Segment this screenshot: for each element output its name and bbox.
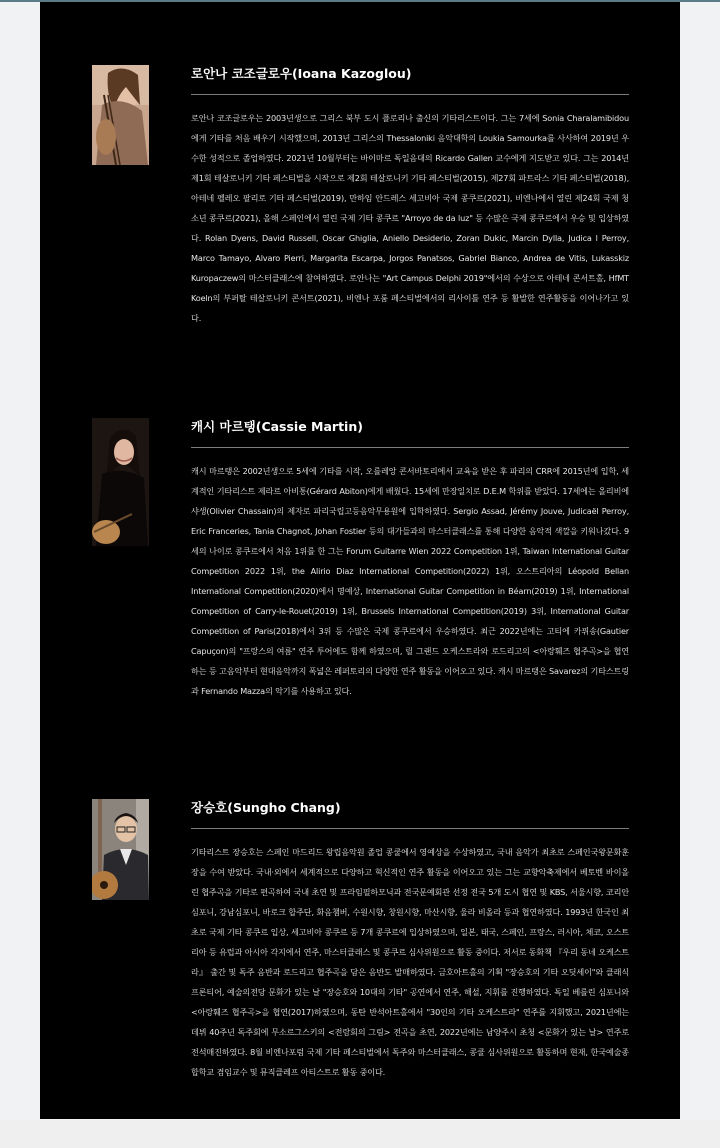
artist-photo-cassie-martin	[92, 418, 149, 546]
artist-name: 로안나 코조글로우(Ioana Kazoglou)	[191, 66, 412, 81]
artist-biography: 캐시 마르탱은 2002년생으로 5세에 기타를 시작, 오를레앙 콘서바토리에서 교육을 받은 후 파리의 CRR에 2015년에 입학, 세계적인 기타리스트 제라르 아비통(Gérard Abiton)에게 배웠다. 15세에 만장일치로 D.E.M 학위를 받았다. 17세에는 올리비에 샤생(Olivier Chassain)의 제자로 파리국립고등음악무용원에 입학하였다. Sergio Assad, Jérémy Jouve, Judicaël Perroy, Eric Franceries, Tania Chagnot, Johan Fostier 등의 대가들과의 마스터클래스를 통해 다양한 음악적 색깔을 키워나갔다. 9세의 나이로 콩쿠르에서 처음 1위를 한 그는 Forum Guitarre Wien 2022 Competition 1위, Taiwan International Guitar Competition 2022 1위, the Alirio Diaz International Competition(2022) 1위, 오스트리아의 Léopold Bellan International Competition(2020)에서 명예상, International Guitar Competition in Béarn(2019) 1위, International Competition of Carry-le-Rouet(2019) 1위, Brussels International Competition(2019) 3위, International Guitar Competition of Paris(2018)에서 3위 등 수많은 국제 콩쿠르에서 우승하였다. 최근 2022년에는 고티에 카퓌송(Gautier Capuçon)의 "프랑스의 여름" 연주 투어에도 함께 하였으며, 릴 그랜드 오케스트라와 로드리고의 <아랑훼즈 협주곡>을 협연하는 등 고음악부터 현대음악까지 폭넓은 레퍼토리의 다양한 연주 활동을 이어오고 있다. 캐시 마르탱은 Savarez의 기타스트링과 Fernando Mazza의 악기를 사용하고 있다.	[191, 466, 629, 696]
artist-biography: 기타리스트 장승호는 스페인 마드리드 왕립음악원 졸업 콩쿨에서 영예상을 수상하였고, 국내 음악가 최초로 스페인국왕문화훈장을 수여 받았다. 국내·외에서 세계적으로 다양하고 혁신적인 연주 활동을 이어오고 있는 그는 교향악축제에서 베토벤 바이올린 협주곡을 기타로 편곡하여 국내 초연 및 프라임필하모닉과 전국문예회관 선정 전국 5개 도시 협연 및 KBS, 서울시향, 코리안심포니, 강남심포니, 바로크 합주단, 화음챔버, 수원시향, 창원시향, 마산시향, 울라 비올라 등과 협연하였다. 1993년 한국인 최초로 국제 기타 콩쿠르 입상, 세고비아 콩쿠르 등 7개 콩쿠르에 입상하였으며, 일본, 태국, 스페인, 프랑스, 러시아, 체코, 오스트리아 등 유럽과 아시아 각지에서 연주, 마스터클래스 및 콩쿠르 심사위원으로 활동 중이다. 저서로 동화책 『우리 동네 오케스트라』 출간 및 독주 음반과 로드리고 협주곡을 담은 음반도 발매하였다. 금호아트홀의 기획 "장승호의 기타 오딧세이"와 클래식 프론티어, 예술의전당 문화가 있는 날 "장승호와 10대의 기타" 공연에서 연주, 해설, 지휘를 진행하였다. 독일 베를린 심포니와 <아랑훼즈 협주곡>을 협연(2017)하였으며, 동탄 반석아트홀에서 "30인의 기타 오케스트라" 연주를 지휘했고, 2021년에는 데뷔 40주년 독주회에 무소르그스키의 <전람회의 그림> 전곡을 초연, 2022년에는 남양주시 초청 <문화가 있는 날> 연주로 전석매진하였다. 8월 비엔나포럼 국제 기타 페스티벌에서 독주와 마스터클래스, 콩쿨 심사위원으로 활동하며 현재, 한국예술종합학교 겸임교수 및 뮤직클레프 아티스트로 활동 중이다.	[191, 847, 629, 1077]
artist-name: 장승호(Sungho Chang)	[191, 800, 341, 815]
divider	[191, 828, 629, 829]
artist-photo-ioana-kazoglou	[92, 65, 149, 165]
divider	[191, 447, 629, 448]
artist-name: 캐시 마르탱(Cassie Martin)	[191, 419, 363, 434]
divider	[191, 94, 629, 95]
biography-panel	[40, 2, 680, 1119]
page-footer-background	[0, 1120, 720, 1148]
artist-biography: 로안나 코조글로우는 2003년생으로 그리스 북부 도시 플로리나 출신의 기타리스트이다. 그는 7세에 Sonia Charalamibidou에게 기타를 처음 배우기 시작했으며, 2013년 그리스의 Thessaloniki 음악대학의 Loukia Samourka를 사사하여 2019년 우수한 성적으로 졸업하였다. 2021년 10월부터는 바이마르 독일음대의 Ricardo Gallen 교수에게 지도받고 있다. 그는 2014년 제1회 테살로니키 기타 페스티벌을 시작으로 제2회 테살로니키 기타 페스티벌(2015), 제27회 파트라스 기타 페스티벌(2018), 아테네 펠레오 팔리로 기타 페스티벌(2019), 만하임 안드레스 세고비아 국제 콩쿠르(2021), 비엔나에서 열린 제24회 국제 청소년 콩쿠르(2021), 올해 스페인에서 열린 국제 기타 콩쿠르 "Arroyo de da luz" 등 수많은 국제 콩쿠르에서 우승 및 입상하였다. Rolan Dyens, David Russell, Oscar Ghiglia, Aniello Desiderio, Zoran Dukic, Marcin Dylla, Judica l Perroy, Marco Tamayo, Alvaro Pierri, Margarita Escarpa, Jorgos Panatsos, Gabriel Bianco, Andrea de Vitis, Lukasskiz Kuropaczew의 마스터클래스에 참여하였다. 로안나는 "Art Campus Delphi 2019"에서의 수상으로 아테네 콘서트홀, HfMT Koeln의 부퍼탈 테살로니키 콘서트(2021), 비엔나 포룸 페스티벌에서의 리사이틀 연주 등 활발한 연주활동을 이어나가고 있다.	[191, 113, 629, 323]
artist-photo-sungho-chang	[92, 799, 149, 900]
